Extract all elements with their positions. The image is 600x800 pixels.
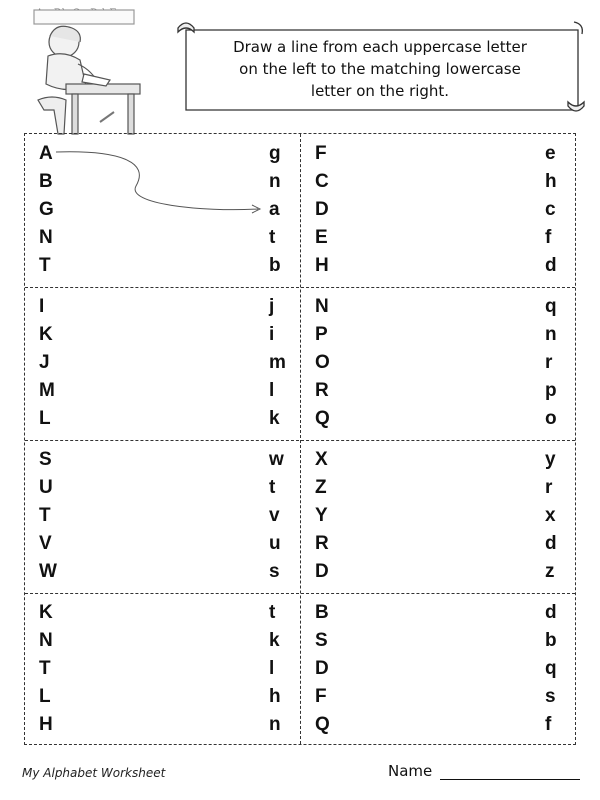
uppercase-letter[interactable]: H [39,714,53,735]
matching-grid [24,133,576,745]
match-cell [25,287,301,440]
lowercase-letter[interactable]: n [545,324,557,345]
match-cell [301,440,577,593]
lowercase-letter[interactable]: m [269,352,286,373]
match-cell [25,134,301,287]
lowercase-letter[interactable]: v [269,505,280,526]
uppercase-letter[interactable]: R [315,533,329,554]
uppercase-letter[interactable]: S [39,449,52,470]
uppercase-letter[interactable]: U [39,477,53,498]
lowercase-letter[interactable]: o [545,408,557,429]
lowercase-letter[interactable]: q [545,296,557,317]
uppercase-letter[interactable]: Z [315,477,327,498]
lowercase-letter[interactable]: s [545,686,556,707]
lowercase-letter[interactable]: c [545,199,556,220]
uppercase-letter[interactable]: H [315,255,329,276]
lowercase-letter[interactable]: b [545,630,557,651]
uppercase-letter[interactable]: M [39,380,55,401]
lowercase-letter[interactable]: s [269,561,280,582]
worksheet-title: My Alphabet Worksheet [22,766,166,780]
uppercase-letter[interactable]: A [39,143,53,164]
lowercase-letter[interactable]: p [545,380,557,401]
lowercase-letter[interactable]: h [545,171,557,192]
lowercase-letter[interactable]: r [545,477,553,498]
lowercase-letter[interactable]: d [545,533,557,554]
lowercase-letter[interactable]: u [269,533,281,554]
lowercase-letter[interactable]: z [545,561,555,582]
uppercase-letter[interactable]: N [315,296,329,317]
lowercase-letter[interactable]: b [269,255,281,276]
uppercase-letter[interactable]: K [39,602,53,623]
lowercase-letter[interactable]: t [269,227,276,248]
uppercase-letter[interactable]: B [315,602,329,623]
uppercase-letter[interactable]: I [39,296,45,317]
lowercase-letter[interactable]: j [269,296,275,317]
uppercase-letter[interactable]: D [315,658,329,679]
uppercase-letter[interactable]: F [315,143,327,164]
lowercase-letter[interactable]: n [269,714,281,735]
uppercase-letter[interactable]: L [39,408,51,429]
match-cell [301,593,577,746]
lowercase-letter[interactable]: y [545,449,556,470]
uppercase-letter[interactable]: B [39,171,53,192]
lowercase-letter[interactable]: n [269,171,281,192]
uppercase-letter[interactable]: L [39,686,51,707]
uppercase-letter[interactable]: D [315,561,329,582]
match-cell [25,440,301,593]
instructions-line-1: Draw a line from each uppercase letter [233,38,527,56]
uppercase-letter[interactable]: X [315,449,328,470]
match-cell [301,134,577,287]
uppercase-letter[interactable]: T [39,255,51,276]
uppercase-letter[interactable]: J [39,352,50,373]
uppercase-letter[interactable]: V [39,533,52,554]
uppercase-letter[interactable]: K [39,324,53,345]
uppercase-letter[interactable]: O [315,352,330,373]
match-cell [301,287,577,440]
lowercase-letter[interactable]: x [545,505,556,526]
lowercase-letter[interactable]: i [269,324,275,345]
lowercase-letter[interactable]: h [269,686,281,707]
lowercase-letter[interactable]: a [269,199,280,220]
lowercase-letter[interactable]: l [269,658,275,679]
uppercase-letter[interactable]: S [315,630,328,651]
lowercase-letter[interactable]: t [269,477,276,498]
uppercase-letter[interactable]: D [315,199,329,220]
uppercase-letter[interactable]: Y [315,505,328,526]
uppercase-letter[interactable]: T [39,505,51,526]
name-line[interactable] [440,779,580,780]
lowercase-letter[interactable]: w [269,449,284,470]
lowercase-letter[interactable]: t [269,602,276,623]
lowercase-letter[interactable]: k [269,408,280,429]
name-label: Name [388,762,433,780]
lowercase-letter[interactable]: d [545,602,557,623]
lowercase-letter[interactable]: l [269,380,275,401]
uppercase-letter[interactable]: F [315,686,327,707]
instructions-line-3: letter on the right. [310,82,450,100]
lowercase-letter[interactable]: r [545,352,553,373]
uppercase-letter[interactable]: E [315,227,328,248]
uppercase-letter[interactable]: W [39,561,57,582]
uppercase-letter[interactable]: R [315,380,329,401]
uppercase-letter[interactable]: P [315,324,328,345]
instructions [196,36,564,102]
uppercase-letter[interactable]: G [39,199,54,220]
lowercase-letter[interactable]: f [545,714,552,735]
lowercase-letter[interactable]: q [545,658,557,679]
lowercase-letter[interactable]: f [545,227,552,248]
instructions-line-2: on the left to the matching lowercase [239,60,521,78]
child-writing-illustration [8,4,148,140]
lowercase-letter[interactable]: e [545,143,556,164]
lowercase-letter[interactable]: k [269,630,280,651]
uppercase-letter[interactable]: N [39,630,53,651]
uppercase-letter[interactable]: Q [315,714,330,735]
uppercase-letter[interactable]: C [315,171,329,192]
lowercase-letter[interactable]: d [545,255,557,276]
match-cell [25,593,301,746]
uppercase-letter[interactable]: T [39,658,51,679]
uppercase-letter[interactable]: N [39,227,53,248]
lowercase-letter[interactable]: g [269,143,281,164]
uppercase-letter[interactable]: Q [315,408,330,429]
